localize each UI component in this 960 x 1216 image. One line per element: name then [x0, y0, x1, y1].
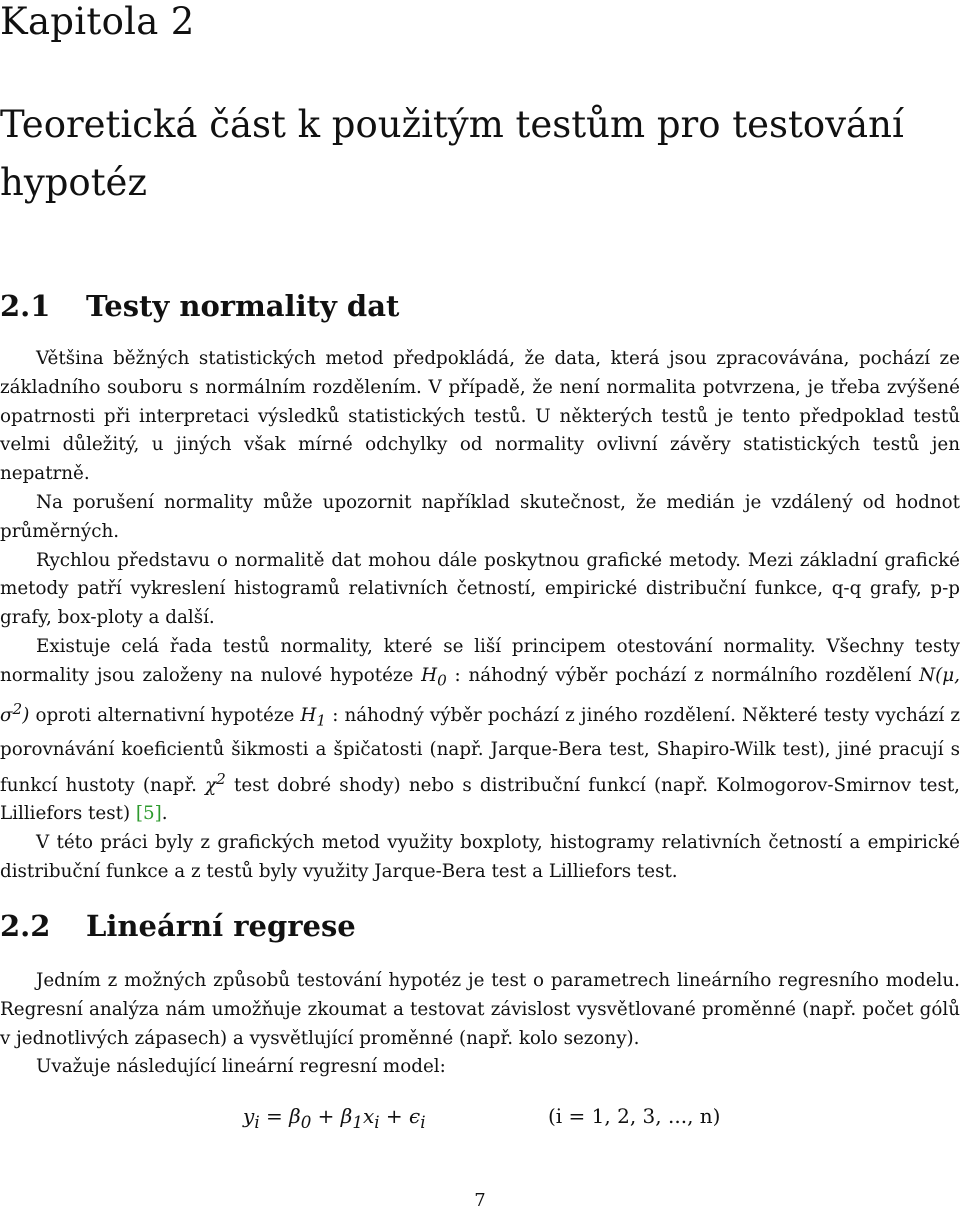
paragraph: V této práci byly z grafických metod využity boxploty, histogramy relativních četností a empirické distribuční funkce a z testů byly využity Jarque-Bera test a Lilliefors test.	[0, 832, 960, 883]
section-heading-regression	[0, 906, 356, 946]
equation-formula: $y_i = \beta_0 + \beta_1x_i + \epsilon_i$	[243, 1104, 426, 1132]
math-h1: $H_1$	[300, 705, 327, 730]
section-title: Testy normality dat	[86, 289, 400, 323]
paragraph: Na porušení normality může upozornit například skutečnost, že medián je vzdálený od hodnot průměrných.	[0, 491, 960, 542]
section-body-normality	[0, 345, 960, 887]
chapter-title: Teoretická část k použitým testům pro testování hypotéz	[0, 103, 904, 204]
citation-link[interactable]: [5]	[135, 803, 162, 825]
regression-equation	[0, 1104, 960, 1144]
section-number: 2.2	[0, 909, 51, 943]
equation-condition: (i = 1, 2, 3, ..., n)	[548, 1104, 721, 1128]
math-chi-squared: $\chi^2$	[205, 769, 226, 796]
paragraph: Uvažuje následující lineární regresní model:	[36, 1056, 446, 1078]
paragraph: Jedním z možných způsobů testování hypotéz je test o parametrech lineárního regresního modelu. Regresní analýza nám umožňuje zkoumat a testovat závislost vysvětlované proměnné (např. počet gólů v jednotlivých zápasech) a vysvětlující proměnné (např. kolo sezony).	[0, 970, 960, 1049]
paragraph: Rychlou představu o normalitě dat mohou dále poskytnou grafické metody. Mezi základní grafické metody patří vykreslení histogramů relativních četností, empirické distribuční funkce, q-q grafy, p-p grafy, box-ploty a další.	[0, 549, 960, 629]
page-number: 7	[474, 1190, 486, 1211]
section-title: Lineární regrese	[86, 909, 356, 943]
section-body-regression	[0, 967, 960, 1082]
math-normal-dist: N(μ, $\sigma^2$)	[0, 664, 960, 727]
section-number: 2.1	[0, 289, 51, 323]
paragraph: Většina běžných statistických metod předpokládá, že data, která jsou zpracovávána, pochází ze základního souboru s normálním rozdělením. V případě, že není normalita potvrzena, je třeba zvýšené opatrnosti při interpretaci výsledků statistických testů. U některých testů je tento předpoklad testů velmi důležitý, u jiných však mírné odchylky od normality ovlivní závěry statistických testů jen nepatrně.	[0, 348, 960, 485]
section-heading-normality	[0, 286, 399, 326]
paragraph: Existuje celá řada testů normality, které se liší principem otestování normality. Všechny testy normality jsou založeny na nulové hypotéze $H_0$ : náhodný výběr pochází z normálního rozdělení N(μ, $\sigma^2$) oproti alternativní hypotéze $H_1$ : náhodný výběr pochází z jiného rozdělení. Některé testy vychází z porovnávání koeficientů šikmosti a špičatosti (např. Jarque-Bera test, Shapiro-Wilk test), jiné pracují s funkcí hustoty (např. $\chi^2$ test dobré shody) nebo s distribuční funkcí (např. Kolmogorov-Smirnov test, Lilliefors test) [5].	[0, 635, 960, 825]
math-h0: $H_0$	[421, 664, 447, 690]
chapter-label: Kapitola 2	[0, 0, 195, 43]
